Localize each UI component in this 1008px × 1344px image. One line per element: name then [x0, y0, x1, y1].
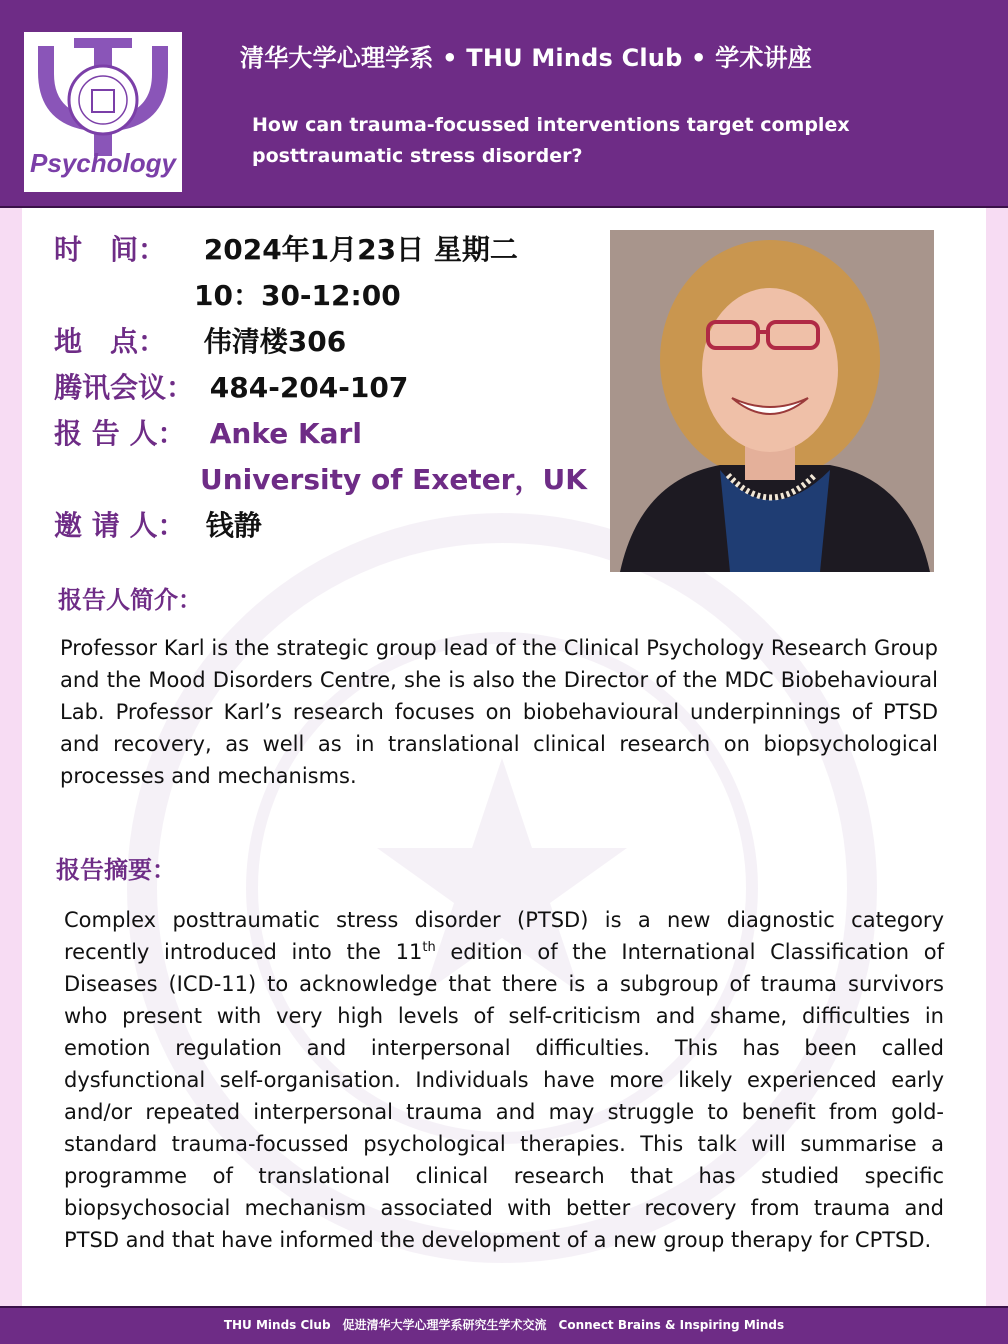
footer-text: THU Minds Club 促进清华大学心理学系研究生学术交流 Connect Brains & Inspiring Minds: [223, 1318, 785, 1332]
location-row: [54, 320, 346, 360]
meeting-row: [54, 366, 408, 406]
abstract-text-part2: edition of the International Classification of Diseases (ICD-11) to acknowledge that there is a subgroup of trauma survivors who present with very high levels of self-criticism and shame, difficulties in emotion regulation and interpersonal difficulties. This has been called dysfunctional self-organisation. Individuals have more likely experienced early and/or repeated interpersonal trauma and may struggle to benefit from gold-standard trauma-focussed psychological therapies. This talk will summarise a programme of translational clinical research that has studied specific biopsychosocial mechanism associated with better recovery from trauma and PTSD and that have informed the development of a new group therapy for CPTSD.: [64, 940, 945, 1252]
meeting-id-value: 484-204-107: [209, 371, 409, 404]
footer-banner: [0, 1306, 1008, 1344]
speaker-name: Anke Karl: [209, 417, 362, 450]
header-banner: [0, 0, 1008, 208]
psi-logo-icon: [24, 32, 182, 192]
header-title: 清华大学心理学系 • THU Minds Club • 学术讲座: [240, 44, 812, 72]
speaker-affiliation: University of Exeter，UK: [200, 463, 587, 496]
content-panel: [22, 208, 986, 1306]
location-label: 地 点：: [54, 325, 167, 358]
abstract-ordinal-suffix: th: [422, 940, 436, 955]
meeting-label: 腾讯会议：: [54, 371, 195, 404]
psychology-logo: [24, 32, 182, 192]
speaker-label: 报 告 人：: [54, 417, 186, 450]
time-value: 2024年1月23日 星期二: [203, 233, 518, 266]
speaker-portrait-icon: [610, 230, 934, 572]
affiliation-row: [200, 458, 587, 498]
abstract-text-part1: Complex posttraumatic stress disorder (PTSD) is a new diagnostic category recently introduced into the 11: [64, 908, 944, 964]
talk-title: How can trauma-focussed interventions target complex posttraumatic stress disorder?: [252, 114, 850, 167]
abstract-section-title: 报告摘要：: [56, 856, 176, 884]
time-row-2: [194, 274, 401, 314]
svg-text:Psychology: Psychology: [30, 148, 176, 178]
time-range-value: 10：30-12:00: [194, 279, 401, 312]
host-label: 邀 请 人：: [54, 509, 186, 542]
bio-paragraph: Professor Karl is the strategic group lead of the Clinical Psychology Research Group and the Mood Disorders Centre, she is also the Director of the MDC Biobehavioural Lab. Professor Karl’s research focuses on biobehavioural underpinnings of PTSD and recovery, as well as in translational clinical research on biopsychological processes and mechanisms.: [60, 636, 938, 788]
speaker-photo: [610, 230, 934, 572]
bio-section-title: 报告人简介：: [58, 586, 202, 614]
abstract-paragraph: [64, 904, 944, 1256]
time-label: 时 间：: [54, 233, 167, 266]
speaker-row: [54, 412, 362, 452]
location-value: 伟清楼306: [203, 325, 347, 358]
time-row: [54, 228, 518, 268]
host-value: 钱静: [205, 509, 262, 542]
host-row: [54, 504, 262, 544]
